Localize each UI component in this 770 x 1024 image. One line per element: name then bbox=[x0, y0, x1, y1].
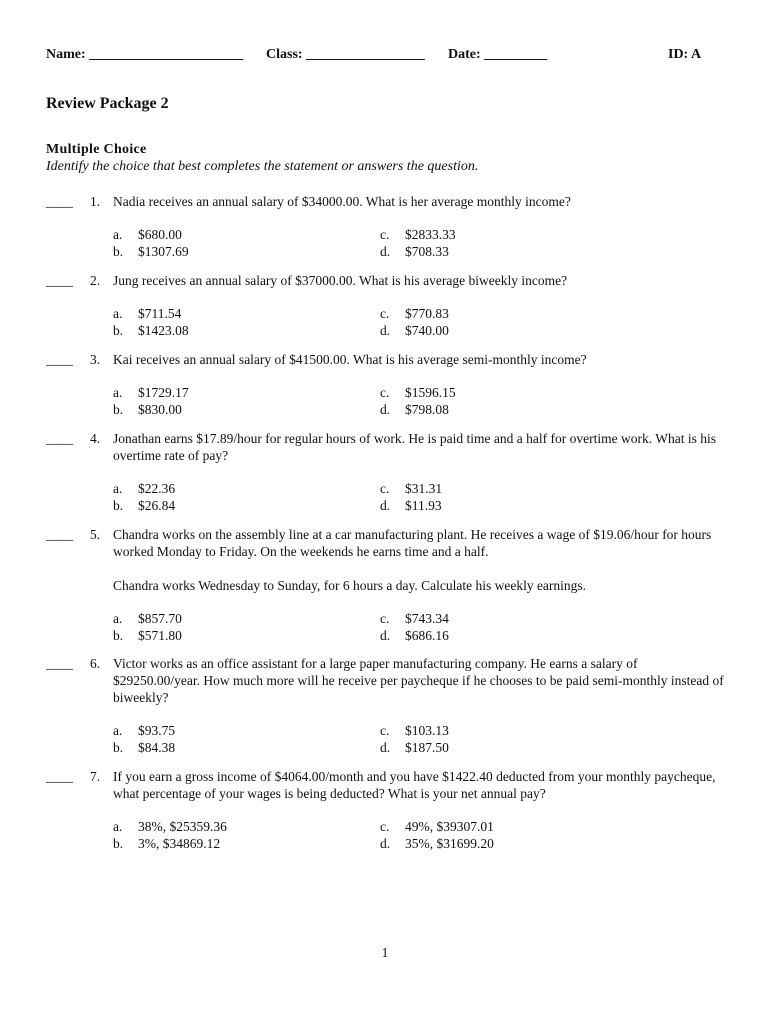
choice-letter: d. bbox=[380, 740, 391, 755]
choice-letter: b. bbox=[113, 740, 124, 755]
answer-choices bbox=[113, 818, 726, 852]
question-stem bbox=[113, 655, 726, 706]
answer-blank: ____ bbox=[46, 431, 73, 446]
choice-value: $187.50 bbox=[405, 740, 449, 755]
choice-letter: a. bbox=[113, 227, 123, 242]
choice-value: $770.83 bbox=[405, 306, 449, 321]
choice-letter: a. bbox=[113, 385, 123, 400]
question-number: 3. bbox=[90, 352, 101, 367]
choice-letter: d. bbox=[380, 836, 391, 851]
answer-choices bbox=[113, 384, 726, 418]
choice-letter: a. bbox=[113, 723, 123, 738]
choice-value: $2833.33 bbox=[405, 227, 456, 242]
section-heading: Multiple Choice bbox=[46, 142, 147, 157]
choice-value: $1596.15 bbox=[405, 385, 456, 400]
question-number: 4. bbox=[90, 431, 101, 446]
choice-value: $31.31 bbox=[405, 481, 443, 496]
page-number: 1 bbox=[381, 945, 389, 960]
choice-value: $1423.08 bbox=[138, 323, 189, 338]
question-number: 6. bbox=[90, 656, 101, 671]
question-text: Victor works as an office assistant for a large paper manufacturing company. He earns a salary of $29250.00/year. How much more will he receive per paycheque if he chooses to be paid semi-monthly instead of biweekly? bbox=[113, 656, 724, 705]
choice-letter: b. bbox=[113, 323, 124, 338]
choice-value: $708.33 bbox=[405, 244, 449, 259]
answer-blank: ____ bbox=[46, 527, 73, 542]
choice-letter: d. bbox=[380, 498, 391, 513]
name-field: Name: ______________________ bbox=[46, 47, 244, 62]
question-3 bbox=[46, 351, 726, 418]
choice-value: 49%, $39307.01 bbox=[405, 819, 494, 834]
choice-letter: c. bbox=[380, 819, 390, 834]
choice-value: $743.34 bbox=[405, 611, 449, 626]
answer-blank: ____ bbox=[46, 656, 73, 671]
answer-blank: ____ bbox=[46, 769, 73, 784]
question-stem bbox=[113, 351, 726, 368]
choice-letter: a. bbox=[113, 481, 123, 496]
question-4 bbox=[46, 430, 726, 514]
question-2 bbox=[46, 272, 726, 339]
choice-value: $26.84 bbox=[138, 498, 176, 513]
choice-letter: b. bbox=[113, 836, 124, 851]
choice-value: $571.80 bbox=[138, 628, 182, 643]
question-7 bbox=[46, 768, 726, 852]
question-number: 1. bbox=[90, 194, 101, 209]
choice-letter: a. bbox=[113, 306, 123, 321]
instructions: Identify the choice that best completes the statement or answers the question. bbox=[46, 159, 479, 174]
choice-value: $103.13 bbox=[405, 723, 449, 738]
choice-letter: a. bbox=[113, 611, 123, 626]
answer-choices bbox=[113, 480, 726, 514]
question-stem bbox=[113, 430, 726, 464]
choice-value: 3%, $34869.12 bbox=[138, 836, 221, 851]
student-info-header bbox=[46, 47, 726, 67]
choice-letter: c. bbox=[380, 306, 390, 321]
question-5 bbox=[46, 526, 726, 644]
answer-choices bbox=[113, 722, 726, 756]
choice-letter: d. bbox=[380, 244, 391, 259]
answer-blank: ____ bbox=[46, 194, 73, 209]
choice-value: 38%, $25359.36 bbox=[138, 819, 227, 834]
choice-value: $1307.69 bbox=[138, 244, 189, 259]
choice-letter: b. bbox=[113, 244, 124, 259]
page-title: Review Package 2 bbox=[46, 95, 169, 112]
question-number: 7. bbox=[90, 769, 101, 784]
question-text: Nadia receives an annual salary of $34000.00. What is her average monthly income? bbox=[113, 194, 571, 209]
choice-value: 35%, $31699.20 bbox=[405, 836, 494, 851]
question-stem bbox=[113, 193, 726, 210]
date-field: Date: _________ bbox=[448, 47, 548, 62]
choice-value: $798.08 bbox=[405, 402, 449, 417]
answer-choices bbox=[113, 226, 726, 260]
question-text: Chandra works Wednesday to Sunday, for 6 hours a day. Calculate his weekly earnings. bbox=[113, 578, 587, 593]
choice-letter: c. bbox=[380, 385, 390, 400]
choice-value: $740.00 bbox=[405, 323, 449, 338]
answer-blank: ____ bbox=[46, 352, 73, 367]
choice-letter: c. bbox=[380, 723, 390, 738]
choice-letter: d. bbox=[380, 402, 391, 417]
choice-letter: d. bbox=[380, 628, 391, 643]
choice-value: $686.16 bbox=[405, 628, 449, 643]
question-1 bbox=[46, 193, 726, 260]
choice-value: $830.00 bbox=[138, 402, 182, 417]
question-number: 2. bbox=[90, 273, 101, 288]
answer-choices bbox=[113, 305, 726, 339]
choice-letter: d. bbox=[380, 323, 391, 338]
choice-letter: b. bbox=[113, 628, 124, 643]
question-number: 5. bbox=[90, 527, 101, 542]
choice-value: $84.38 bbox=[138, 740, 176, 755]
choice-letter: b. bbox=[113, 498, 124, 513]
answer-choices bbox=[113, 610, 726, 644]
choice-value: $22.36 bbox=[138, 481, 176, 496]
choice-letter: c. bbox=[380, 611, 390, 626]
choice-letter: a. bbox=[113, 819, 123, 834]
choice-value: $1729.17 bbox=[138, 385, 189, 400]
question-text: Kai receives an annual salary of $41500.00. What is his average semi-monthly income? bbox=[113, 352, 587, 367]
answer-blank: ____ bbox=[46, 273, 73, 288]
choice-value: $680.00 bbox=[138, 227, 182, 242]
id-label: ID: A bbox=[668, 47, 702, 62]
question-stem bbox=[113, 272, 726, 289]
choice-value: $711.54 bbox=[138, 306, 182, 321]
question-text: Jung receives an annual salary of $37000.00. What is his average biweekly income? bbox=[113, 273, 568, 288]
choice-letter: b. bbox=[113, 402, 124, 417]
choice-letter: c. bbox=[380, 227, 390, 242]
choice-value: $857.70 bbox=[138, 611, 182, 626]
class-field: Class: _________________ bbox=[266, 47, 426, 62]
choice-value: $11.93 bbox=[405, 498, 442, 513]
question-text: Chandra works on the assembly line at a car manufacturing plant. He receives a wage of $19.06/hour for hours worked Monday to Friday. On the weekends he earns time and a half. bbox=[113, 527, 712, 559]
question-stem bbox=[113, 768, 726, 802]
question-6 bbox=[46, 655, 726, 756]
question-stem bbox=[113, 526, 726, 594]
question-text: If you earn a gross income of $4064.00/month and you have $1422.40 deducted from your monthly paycheque, what percentage of your wages is being deducted? What is your net annual pay? bbox=[113, 769, 716, 801]
choice-letter: c. bbox=[380, 481, 390, 496]
question-text: Jonathan earns $17.89/hour for regular hours of work. He is paid time and a half for overtime work. What is his overtime rate of pay? bbox=[113, 431, 716, 463]
choice-value: $93.75 bbox=[138, 723, 176, 738]
